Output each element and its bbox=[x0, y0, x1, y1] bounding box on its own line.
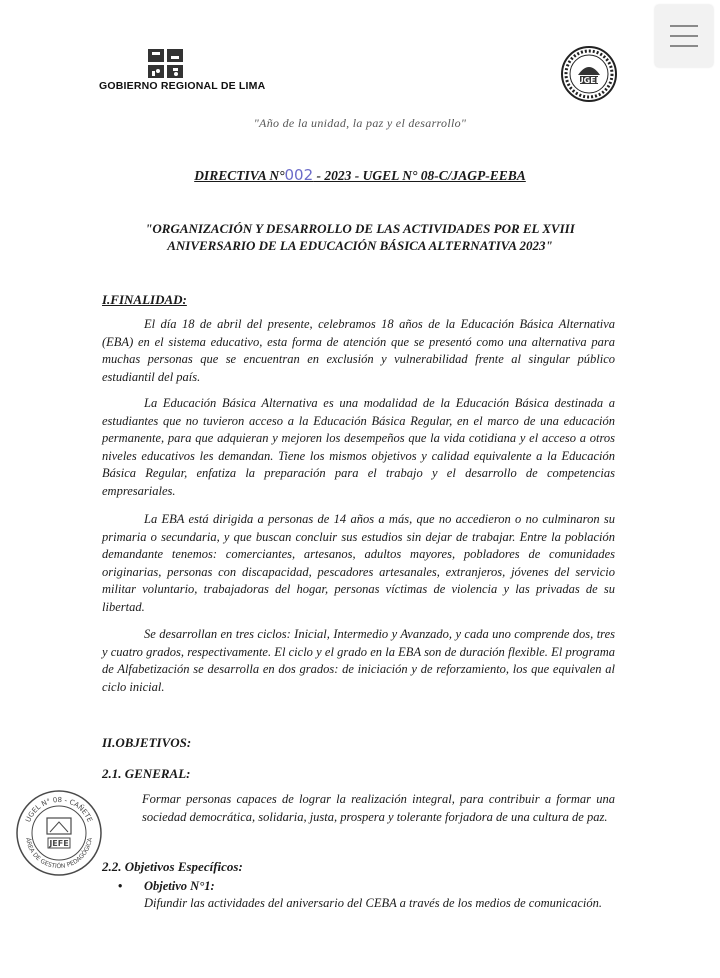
paragraph-3: La EBA está dirigida a personas de 14 años a más, que no accedieron o no culminaron su primaria o secundaria, y que buscan concluir sus estudios sin dejar de trabajar. Entre la población demandante tenemos: comerciantes, artesanos, adultos mayores, pobladores de comunidades originarias, personas con discapacidad, pescadores artesanales, extranjeros, jóvenes del servicio militar voluntario, trabajadoras del hogar, personas víctimas de violencia y las privadas de su libertad. bbox=[102, 512, 615, 614]
year-motto: "Año de la unidad, la paz y el desarrollo" bbox=[253, 116, 467, 130]
hamburger-icon bbox=[670, 25, 698, 27]
section-objetivos-heading: II.OBJETIVOS: bbox=[102, 735, 192, 750]
svg-text:ÁREA DE GESTIÓN PEDAGÓGICA: ÁREA DE GESTIÓN PEDAGÓGICA bbox=[24, 837, 94, 871]
section-finalidad-heading: I.FINALIDAD: bbox=[102, 292, 187, 307]
directive-number: DIRECTIVA N°002 - 2023 - UGEL N° 08-C/JAGP-EEBA bbox=[194, 166, 526, 184]
gobierno-regional-logo bbox=[146, 47, 186, 81]
document-title: "ORGANIZACIÓN Y DESARROLLO DE LAS ACTIVIDADES POR EL XVIII ANIVERSARIO DE LA EDUCACIÓN BÁSICA ALTERNATIVA 2023" bbox=[145, 221, 575, 253]
ugel-seal-icon bbox=[560, 45, 618, 103]
general-heading: 2.1. GENERAL: bbox=[102, 766, 191, 781]
jefe-stamp-icon bbox=[14, 788, 104, 878]
svg-text:UGEL N° 08 - CAÑETE: UGEL N° 08 - CAÑETE bbox=[24, 795, 94, 824]
paragraph-2: La Educación Básica Alternativa es una modalidad de la Educación Básica destinada a estudiantes que no tuvieron acceso a la Educación Básica Regular, en el marco de una educación permanente, para que adquieran y mejoren los desempeños que la vida cotidiana y el acceso a otros niveles educativos les demandan. Tiene los mismos objetivos y calidad equivalente a la Educación Básica Regular, enfatiza la preparación para el trabajo y el desarrollo de competencias empresariales. bbox=[102, 396, 615, 498]
paragraph-1: El día 18 de abril del presente, celebramos 18 años de la Educación Básica Alternativa (EBA) en el sistema educativo, esta forma de atención que se presentó como una alternativa para muchas personas que se encuentran en exclusión y vulnerabilidad frente al singular público estudiantil del país. bbox=[102, 317, 615, 384]
general-objective-text: Formar personas capaces de lograr la realización integral, para contribuir a formar una sociedad democrática, solidaria, justa, prospera y tolerante forjadora de una cultura de paz. bbox=[142, 792, 615, 824]
paragraph-4: Se desarrollan en tres ciclos: Inicial, Intermedio y Avanzado, y cada uno comprende dos, tres y cuatro grados, respectivamente. El ciclo y el grado en la EBA son de duración flexible. El programa de Alfabetización se desarrolla en dos grados: de iniciación y de reforzamiento, los que equivalen al ciclo inicial. bbox=[102, 627, 615, 694]
menu-button[interactable] bbox=[655, 5, 713, 67]
specific-objectives-heading: 2.2. Objetivos Específicos: bbox=[102, 859, 243, 874]
handwritten-number: 002 bbox=[284, 166, 314, 184]
svg-text:JEFE: JEFE bbox=[49, 839, 69, 848]
objective-1-text: Difundir las actividades del aniversario del CEBA a través de los medios de comunicación. bbox=[144, 896, 603, 910]
gobierno-regional-label: GOBIERNO REGIONAL DE LIMA bbox=[99, 80, 266, 92]
bullet-icon: • bbox=[118, 879, 123, 893]
svg-text:UGEL: UGEL bbox=[577, 76, 601, 85]
objective-1-item: • Objetivo N°1: bbox=[118, 879, 215, 893]
